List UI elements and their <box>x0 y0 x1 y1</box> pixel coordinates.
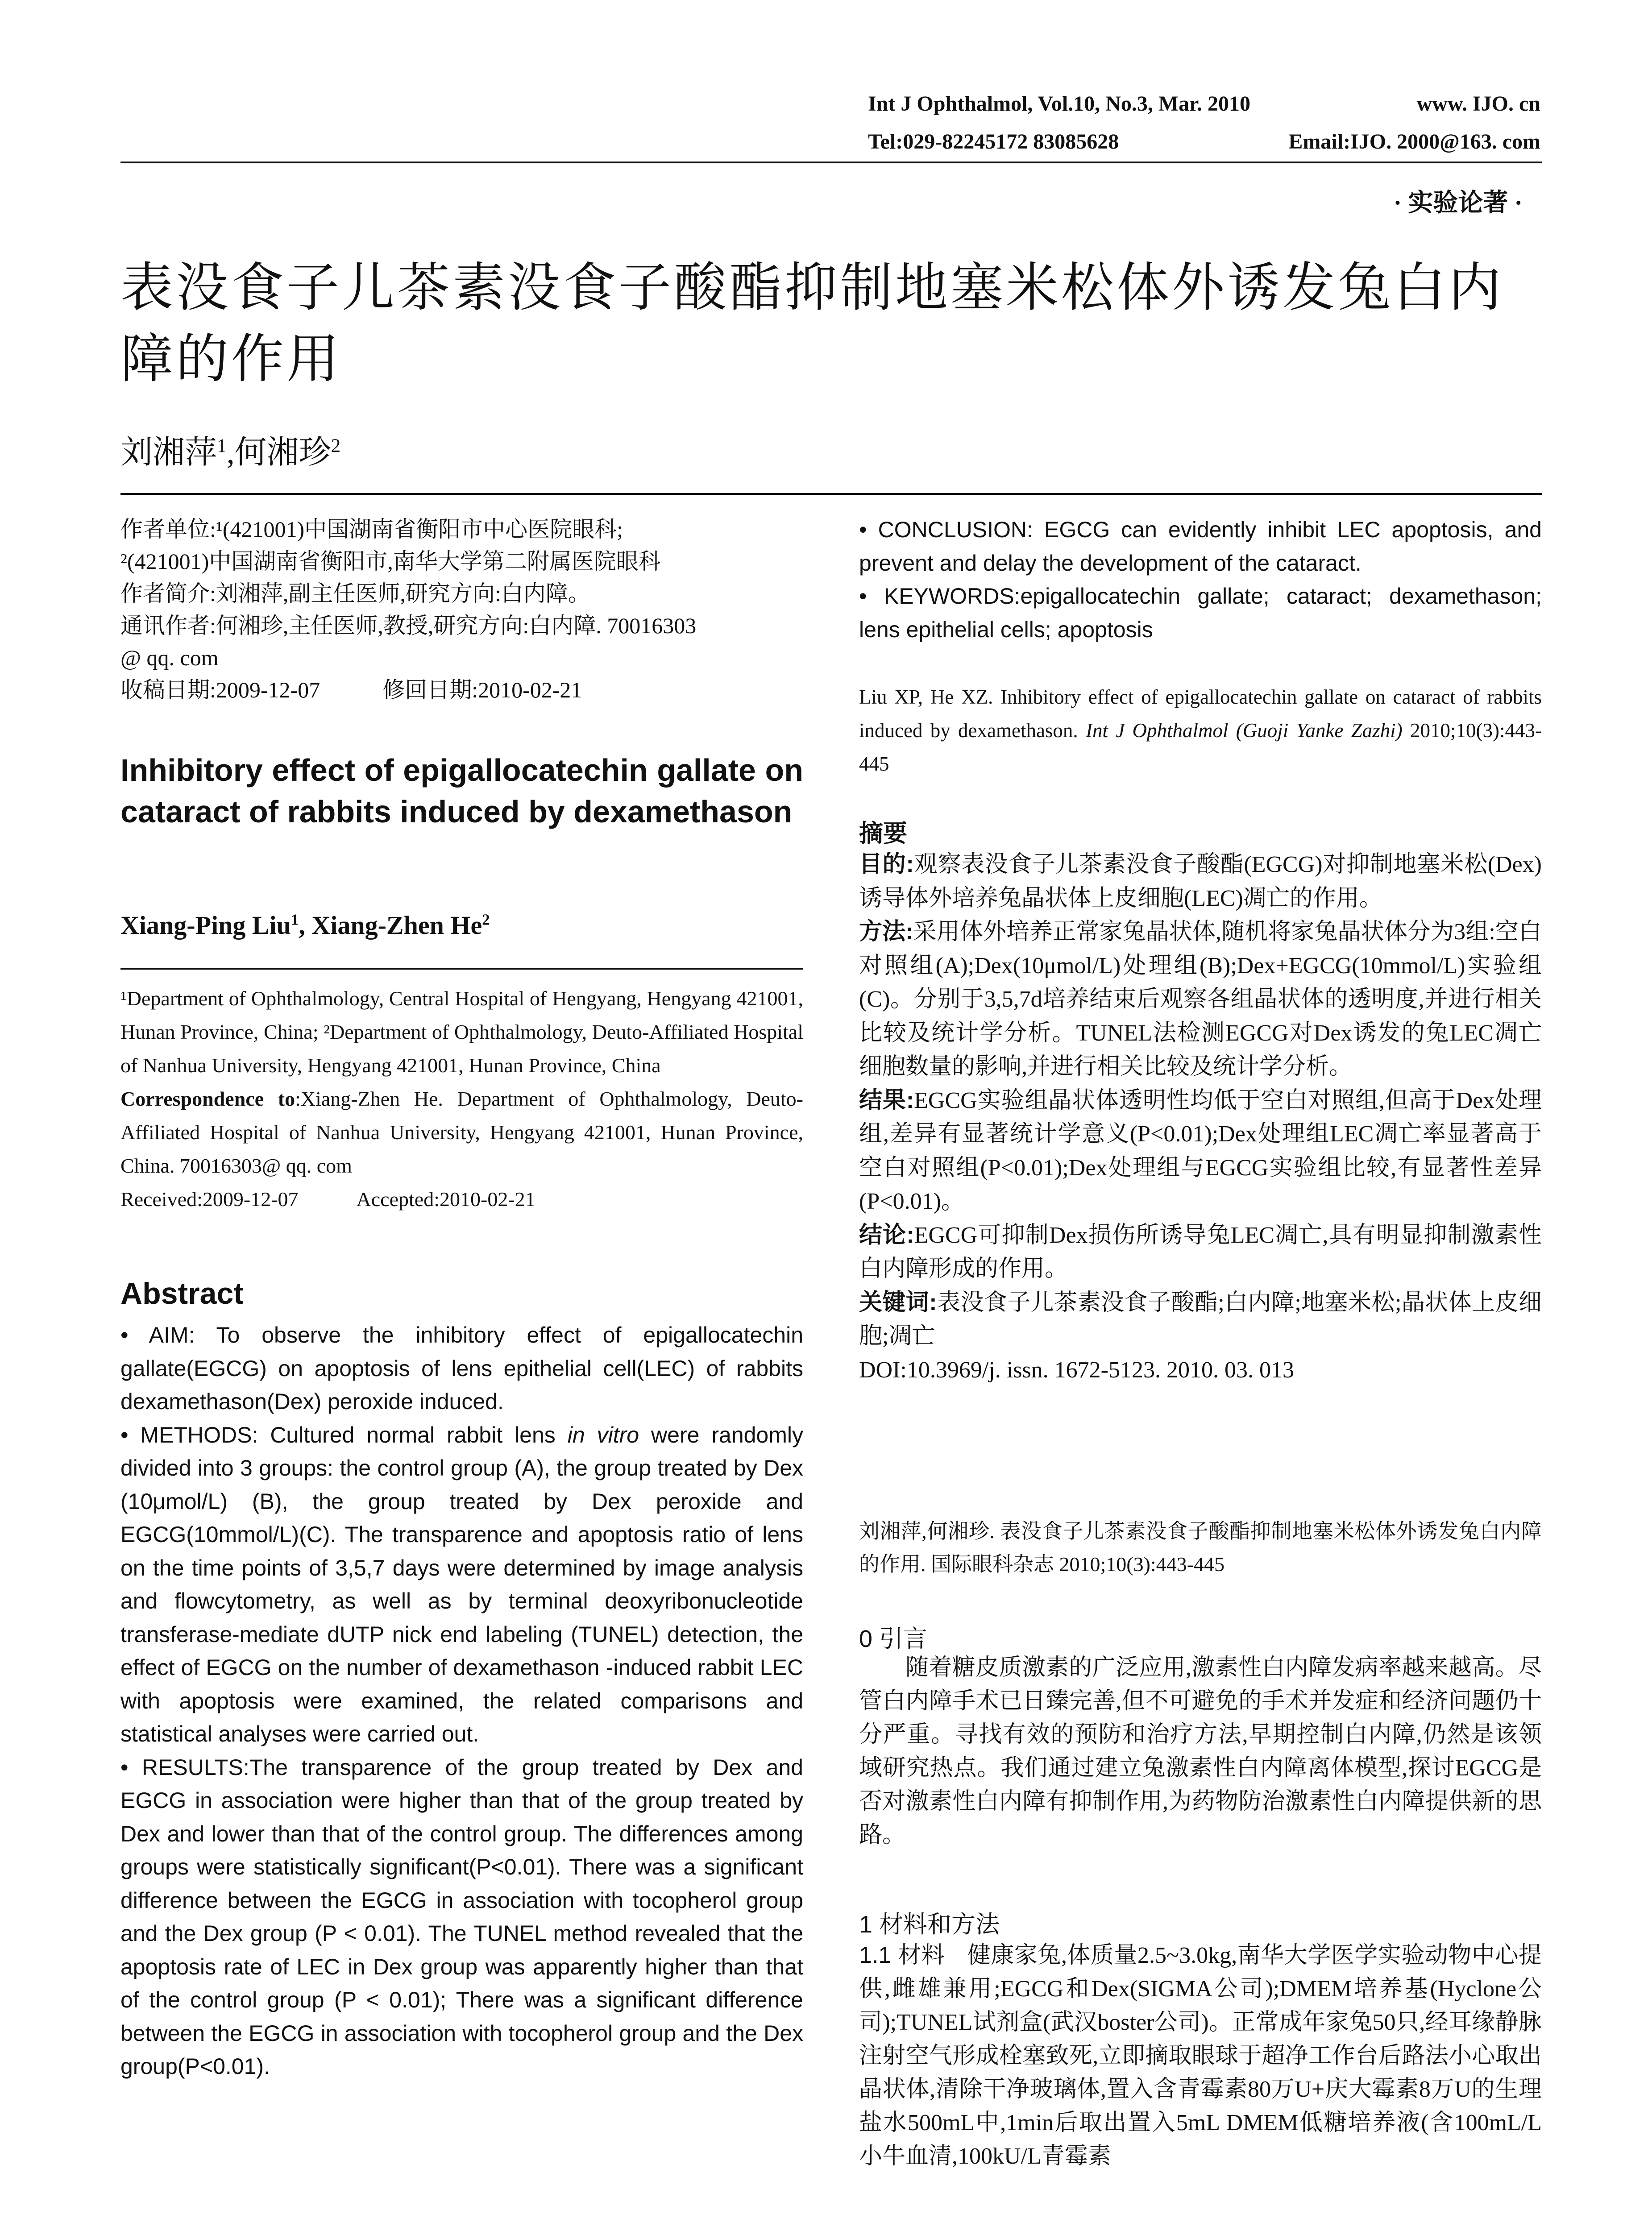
materials-label: 1.1 材料 <box>859 1942 945 1968</box>
abstract-cn-keywords: 关键词:表没食子儿茶素没食子酸酯;白内障;地塞米松;晶状体上皮细胞;凋亡 <box>859 1289 1542 1349</box>
abstract-conclusion: • CONCLUSION: EGCG can evidently inhibit LEC apoptosis, and prevent and delay the development of the cataract. <box>859 517 1542 576</box>
abstract-chinese-body <box>859 848 1542 1387</box>
abstract-cn-results: 结果:EGCG实验组晶状体透明性均低于空白对照组,但高于Dex处理组,差异有显著统计学意义(P<0.01);Dex处理组LEC凋亡率显著高于空白对照组(P<0.01);Dex处理组与EGCG实验组比较,有显著性差异(P<0.01)。 <box>859 1087 1542 1214</box>
journal-website[interactable]: www. IJO. cn <box>1416 92 1540 116</box>
journal-email[interactable]: Email:IJO. 2000@163. com <box>1288 130 1540 153</box>
intro-body: 随着糖皮质激素的广泛应用,激素性白内障发病率越来越高。尽管白内障手术已日臻完善,但不可避免的手术并发症和经济问题仍十分严重。寻找有效的预防和治疗方法,早期控制白内障,仍然是该领域研究热点。我们通过建立兔激素性白内障离体模型,探讨EGCG是否对激素性白内障有抑制作用,为药物防治激素性白内障提供新的思路。 <box>859 1655 1542 1848</box>
citation-english: Liu XP, He XZ. Inhibitory effect of epigallocatechin gallate on cataract of rabbits induced by dexamethason. Int J Ophthalmol (Guoji Yanke Zazhi) 2010;10(3):443-445 <box>859 686 1542 775</box>
journal-citation-header: Int J Ophthalmol, Vol.10, No.3, Mar. 2010 <box>868 92 1251 116</box>
authors-english: Xiang-Ping Liu$^1$, Xiang-Zhen He$^2$ <box>120 911 490 940</box>
title-chinese: 表没食子儿茶素没食子酸酯抑制地塞米松体外诱发兔白内障的作用 <box>120 258 1504 389</box>
affiliation-english: ¹Department of Ophthalmology, Central Hospital of Hengyang, Hengyang 421001, Hunan Province, China; ²Department of Ophthalmology, Deuto-Affiliated Hospital of Nanhua University, Hengyang 421001, Hunan Province, China Correspondence to:Xiang-Zhen He. Department of Ophthalmology, Deuto-Affiliated Hospital of Nanhua University, Hengyang 421001, Hunan Province, China. 70016303@ qq. com Received:2009-12-07 Accepted:2010-02-21 <box>120 987 803 1211</box>
abstract-keywords: • KEYWORDS:epigallocatechin gallate; cataract; dexamethason; lens epithelial cells; apoptosis <box>859 584 1542 642</box>
abstract-cn-conclusion: 结论:EGCG可抑制Dex损伤所诱导兔LEC凋亡,具有明显抑制激素性白内障形成的作用。 <box>859 1222 1542 1281</box>
received-date-cn: 收稿日期:2009-12-07 <box>120 677 320 702</box>
authors-chinese: 刘湘萍$^1$,何湘珍$^2$ <box>120 435 341 470</box>
abstract-english-continued <box>859 513 1542 646</box>
abstract-results: • RESULTS:The transparence of the group treated by Dex and EGCG in association were higher than that of the group treated by Dex and lower than that of the control group. The differences among groups were statistically significant(P<0.01). There was a significant difference between the EGCG in association with tocopherol group and the Dex group (P < 0.01). The TUNEL method revealed that the apoptosis rate of LEC in Dex group was apparently higher than that of the control group (P < 0.01); There was a significant difference between the EGCG in association with tocopherol group and the Dex group(P<0.01). <box>120 1754 803 2079</box>
abstract-methods: • METHODS: Cultured normal rabbit lens in vitro were randomly divided into 3 groups: the control group (A), the group treated by Dex (10μmol/L) (B), the group treated by Dex peroxide and EGCG(10mmol/L)(C). The transparence and apoptosis ratio of lens on the time points of 3,5,7 days were determined by image analysis and flowcytometry, as well as by terminal deoxyribonucleotide transferase-mediate dUTP nick end labeling (TUNEL) detection, the effect of EGCG on the number of dexamethason -induced rabbit LEC with apoptosis were examined, the related comparisons and statistical analyses were carried out. <box>120 1422 803 1746</box>
materials-body: 1.1 材料 健康家兔,体质量2.5~3.0kg,南华大学医学实验动物中心提供,雌雄兼用;EGCG和Dex(SIGMA公司);DMEM培养基(Hyclone公司);TUNEL试剂盒(武汉boster公司)。正常成年家兔50只,经耳缘静脉注射空气形成栓塞致死,立即摘取眼球于超净工作台后路法小心取出晶状体,清除干净玻璃体,置入含青霉素80万U+庆大霉素8万U的生理盐水500mL中,1min后取出置入5mL DMEM低糖培养液(含100mL/L小牛血清,100kU/L青霉素 <box>859 1942 1542 2169</box>
intro-heading: 0 引言 <box>859 1626 928 1652</box>
title-block-rule <box>120 493 1542 495</box>
abstract-cn-methods: 方法:采用体外培养正常家兔晶状体,随机将家兔晶状体分为3组:空白对照组(A);Dex(10μmol/L)处理组(B);Dex+EGCG(10mmol/L)实验组(C)。分别于3,5,7d培养结束后观察各组晶状体的透明度,并进行相关比较及统计学分析。TUNEL法检测EGCG对Dex诱发的兔LEC凋亡细胞数量的影响,并进行相关比较及统计学分析。 <box>859 919 1542 1079</box>
abstract-heading-cn: 摘要 <box>859 820 907 847</box>
doi[interactable]: DOI:10.3969/j. issn. 1672-5123. 2010. 03. 013 <box>859 1357 1294 1383</box>
affiliation-chinese: 作者单位:¹(421001)中国湖南省衡阳市中心医院眼科; ²(421001)中国湖南省衡阳市,南华大学第二附属医院眼科 作者简介:刘湘萍,副主任医师,研究方向:白内障。 通讯作者:何湘珍,主任医师,教授,研究方向:白内障. 70016303 @ qq. com 收稿日期:2009-12-07 修回日期:2010-02-21 <box>120 517 697 702</box>
received-date-en: Received:2009-12-07 <box>120 1188 299 1211</box>
section-tag: · 实验论著 · <box>1393 189 1523 217</box>
english-author-rule <box>120 968 803 970</box>
header-rule <box>120 162 1542 163</box>
title-english: Inhibitory effect of epigallocatechin gallate on cataract of rabbits induced by dexamethason <box>120 753 803 829</box>
abstract-english-body <box>120 1319 803 2083</box>
accepted-date-en: Accepted:2010-02-21 <box>356 1188 535 1211</box>
journal-telephone: Tel:029-82245172 83085628 <box>868 130 1119 153</box>
abstract-cn-aim: 目的:观察表没食子儿茶素没食子酸酯(EGCG)对抑制地塞米松(Dex)诱导体外培养兔晶状体上皮细胞(LEC)凋亡的作用。 <box>859 851 1542 911</box>
revised-date-cn: 修回日期:2010-02-21 <box>382 677 582 702</box>
methods-heading: 1 材料和方法 <box>859 1911 1000 1938</box>
abstract-heading-en: Abstract <box>120 1277 244 1310</box>
citation-chinese: 刘湘萍,何湘珍. 表没食子儿茶素没食子酸酯抑制地塞米松体外诱发兔白内障的作用. 国际眼科杂志 2010;10(3):443-445 <box>859 1520 1542 1576</box>
abstract-aim: • AIM: To observe the inhibitory effect of epigallocatechin gallate(EGCG) on apoptosis of lens epithelial cell(LEC) of rabbits dexamethason(Dex) peroxide induced. <box>120 1323 804 1414</box>
